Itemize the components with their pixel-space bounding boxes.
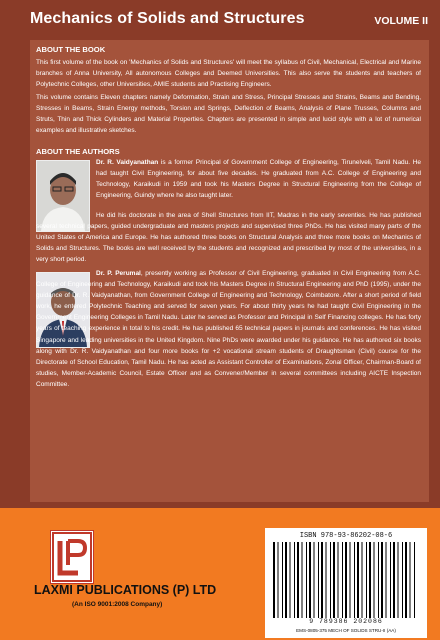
barcode-bars-icon xyxy=(273,542,419,618)
barcode-bar xyxy=(321,542,323,618)
barcode-bar xyxy=(285,542,287,618)
barcode-bar xyxy=(366,542,367,618)
publisher-name: LAXMI PUBLICATIONS (P) LTD xyxy=(34,583,217,597)
author2-bio xyxy=(36,268,421,390)
barcode-bar xyxy=(309,542,311,618)
book-title: Mechanics of Solids and Structures xyxy=(30,10,305,27)
barcode-bar xyxy=(362,542,363,618)
barcode-bar xyxy=(386,542,387,618)
barcode-bar xyxy=(290,542,291,618)
barcode-bar xyxy=(350,542,351,618)
author1-bio-2: He did his doctorate in the area of Shell Structures from IIT, Madras in the early seventies. He has published several technical papers, guided undergraduate and masters projects and supervised three PhDs. He has visited many parts of the United States of America and Europe. He has authored three books on Structural Analysis and three more books on Mechanics of Solids and Structures. The books are well received by the students and recognized and prescribed by most of the universities, in a very short period. xyxy=(36,212,421,264)
barcode xyxy=(265,528,427,638)
barcode-bar xyxy=(342,542,343,618)
barcode-bar xyxy=(338,542,339,618)
isbn-text: ISBN 978-93-86202-08-6 xyxy=(299,532,393,540)
author2-bio-text: , presently working as Professor of Civil Engineering, graduated in Civil Engineering from A.C. College of Engineering and Technology, Karaikudi and took his Masters Degree in Structural Engineering and PhD (1995), under the guidance of Dr. R. Vaidyanathan, from Government College of Engineering and Technology, Coimbatore. After a short period of field work, he entered Polytechnic Teaching and served for seven years. For about thirty years he had taught Civil Engineering in the Government Engineering Colleges in Tamil Nadu. Later he served as Professor and Principal in Self Financing colleges. He has forty years of teaching experience in total to his credit. He has published 65 technical papers in journals and conferences. He has visited Singapore and leading universities in the United Kingdom. Nine PhDs were awarded under his guidance. He has authored six books along with Dr. R. Vaidyanathan and four more books for +2 vocational stream students of Draughtsman (Civil) course for the Directorate of School Education, Tamil Nadu. He has acted as Assistant Controller of Examinations, Zonal Officer, Chairman-Board of studies, Member-Academic Council, Estate Officer and as Convener/Member in several committees including AICTE Inspection Committee. xyxy=(36,270,421,388)
barcode-bar xyxy=(330,542,331,618)
author2-name: Dr. P. Perumal xyxy=(96,270,141,277)
barcode-bar xyxy=(273,542,275,618)
barcode-bar xyxy=(306,542,307,618)
barcode-bar xyxy=(282,542,283,618)
barcode-bar xyxy=(410,542,411,618)
publisher-logo xyxy=(50,530,94,584)
barcode-bar xyxy=(381,542,383,618)
barcode-bar xyxy=(378,542,379,618)
barcode-bar xyxy=(302,542,303,618)
publisher-iso: (An ISO 9001:2008 Company) xyxy=(72,601,163,608)
barcode-bar xyxy=(294,542,295,618)
barcode-bar xyxy=(345,542,347,618)
author1-name: Dr. R. Vaidyanathan xyxy=(96,159,159,166)
barcode-bar xyxy=(390,542,391,618)
about-authors-heading: ABOUT THE AUTHORS xyxy=(36,147,120,156)
barcode-bar xyxy=(314,542,315,618)
barcode-bar xyxy=(414,542,415,618)
barcode-bar xyxy=(354,542,355,618)
barcode-bar xyxy=(369,542,371,618)
author1-bio-1 xyxy=(96,157,421,201)
barcode-bar xyxy=(326,542,327,618)
barcode-bar xyxy=(333,542,335,618)
about-book-paragraph-2: This volume contains Eleven chapters namely Deformation, Strain and Stress, Principal Stresses and Strains, Beams and Bending, Stresses in Beams, Strain Energy methods, Torsion and Springs, Deflection of Beams, Analysis of Plane Trusses, Columns and Struts, Thin and Thick Cylinders and Material Properties. Chapters are presented in simple and lucid style with a lot of numerical examples and illustrative sketches. xyxy=(36,94,421,135)
barcode-bar xyxy=(278,542,279,618)
catalog-code: EMS-0805-375 MECH OF SOLIDS STRU-II (AA) xyxy=(296,628,396,633)
barcode-bar xyxy=(357,542,359,618)
volume-label: VOLUME II xyxy=(374,15,428,27)
about-book-paragraph-1: This first volume of the book on 'Mechanics of Solids and Structures' will meet the syllabus of Civil, Mechanical, Electrical and Marine branches of Anna University, All autonomous Colleges and Deemed Universities. This also serve the students and teachers of Polytechnic Colleges, other Universities, AMIE students and Practising Engineers. xyxy=(36,59,421,89)
lp-logo-icon xyxy=(51,531,93,583)
barcode-bar xyxy=(398,542,399,618)
barcode-bar xyxy=(374,542,375,618)
about-book-heading: ABOUT THE BOOK xyxy=(36,45,106,54)
barcode-digits: 9 789386 202086 xyxy=(309,618,383,625)
barcode-bar xyxy=(318,542,319,618)
barcode-bar xyxy=(402,542,403,618)
barcode-bar xyxy=(393,542,395,618)
barcode-bar xyxy=(405,542,407,618)
barcode-bar xyxy=(297,542,299,618)
author1-bio-text: is a former Principal of Government College of Engineering, Tirunelveli, Tamil Nadu. He had taught Civil Engineering, for about five decades. He graduated from A.C. College of Engineering and Technology, Karaikudi in 1959 and took his Masters Degree in Structural Engineering from the College of Engineering, Guindy where he also taught later. xyxy=(96,159,422,200)
